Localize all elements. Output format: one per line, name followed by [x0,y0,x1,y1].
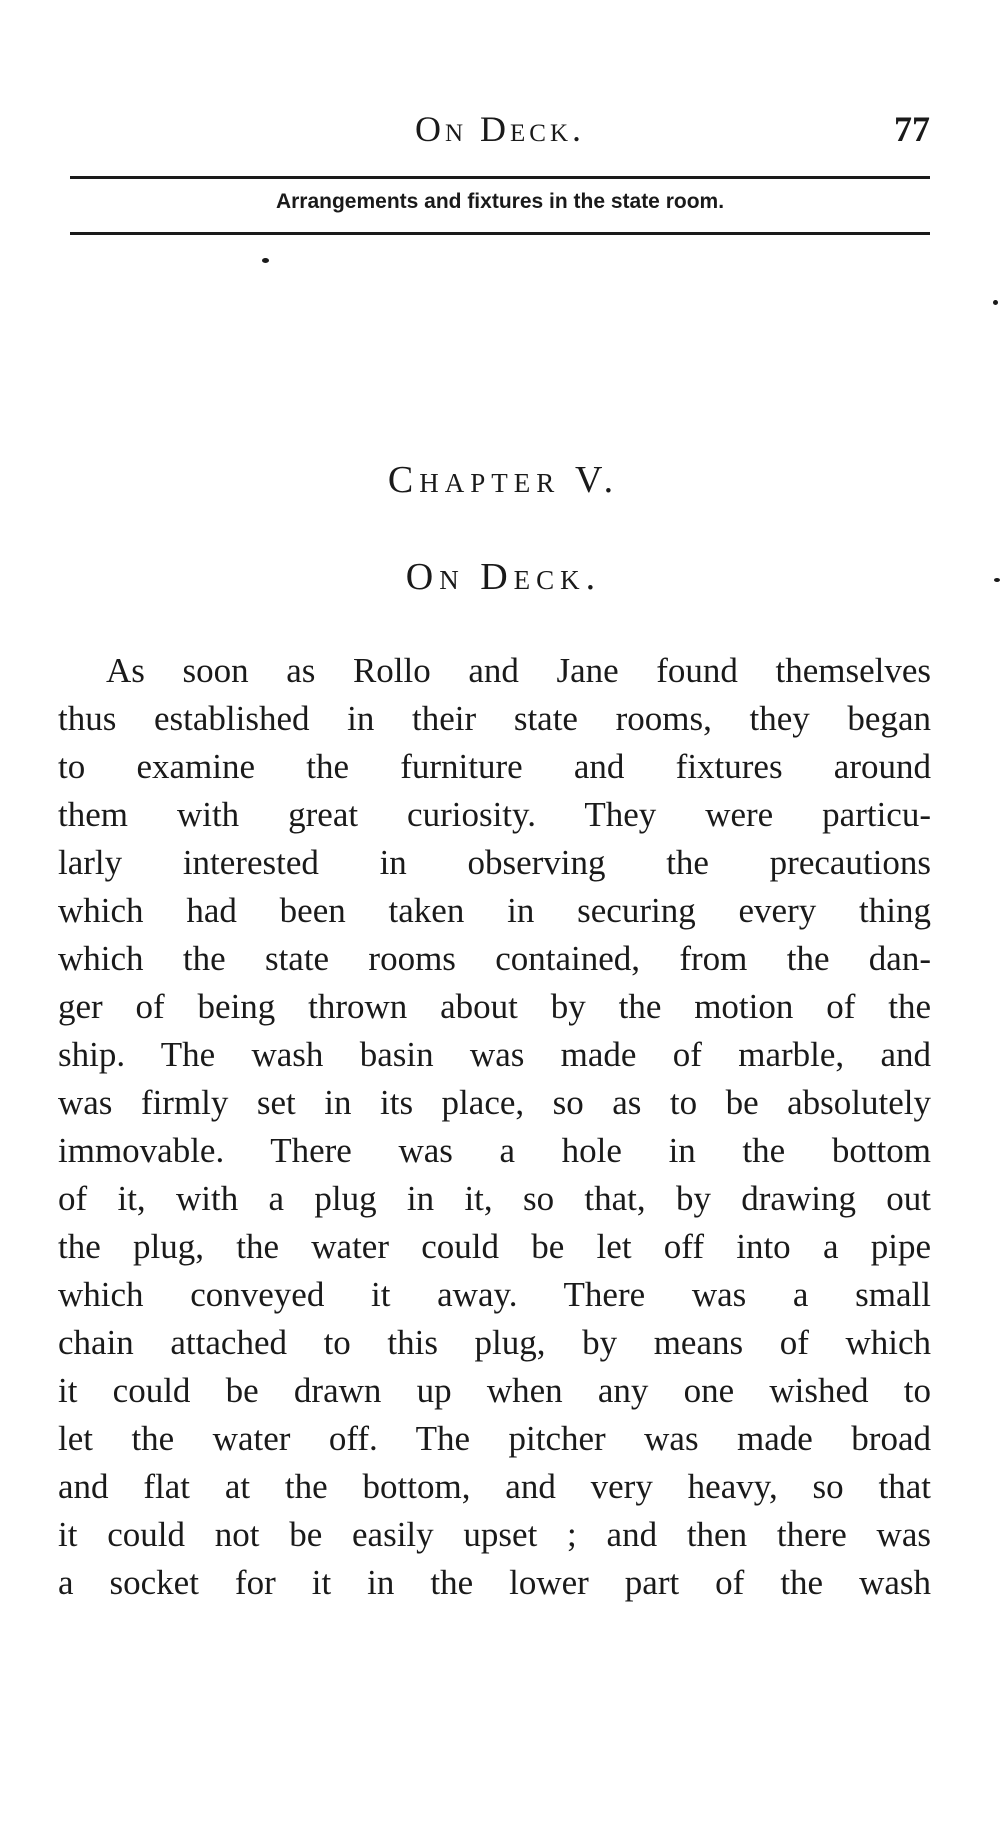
body-text [58,647,931,1607]
print-speck [262,258,269,263]
text-line: As soon as Rollo and Jane found themselves [106,651,931,690]
running-head [70,108,930,158]
text-line: and flat at the bottom, and very heavy, so that [58,1467,931,1506]
text-line: the plug, the water could be let off into a pipe [58,1227,931,1266]
text-line: which the state rooms contained, from the dan- [58,939,931,978]
text-line: it could be drawn up when any one wished to [58,1371,931,1410]
text-line: to examine the furniture and fixtures around [58,747,931,786]
text-line: it could not be easily upset ; and then there was [58,1515,931,1554]
text-line: ger of being thrown about by the motion of the [58,987,931,1026]
text-line: was firmly set in its place, so as to be absolutely [58,1083,931,1122]
chapter-heading: Chapter V. [387,459,620,501]
page-number: 77 [894,109,930,149]
print-speck [993,300,998,305]
text-line: thus established in their state rooms, they began [58,699,931,738]
header-rule-bottom [70,232,930,235]
text-line: larly interested in observing the precautions [58,843,931,882]
text-line: of it, with a plug in it, so that, by drawing out [58,1179,931,1218]
header-rule-top [70,176,930,179]
chapter-title: On Deck. [405,556,602,598]
text-line: a socket for it in the lower part of the wash [58,1563,931,1602]
text-line: let the water off. The pitcher was made broad [58,1419,931,1458]
page-subheading: Arrangements and fixtures in the state room. [275,190,725,213]
text-line: immovable. There was a hole in the bottom [58,1131,931,1170]
text-line: which had been taken in securing every thing [58,891,931,930]
text-line: which conveyed it away. There was a small [58,1275,931,1314]
text-line: chain attached to this plug, by means of which [58,1323,931,1362]
text-line: ship. The wash basin was made of marble, and [58,1035,931,1074]
text-line: them with great curiosity. They were particu- [58,795,931,834]
running-title: On Deck. [414,109,586,149]
